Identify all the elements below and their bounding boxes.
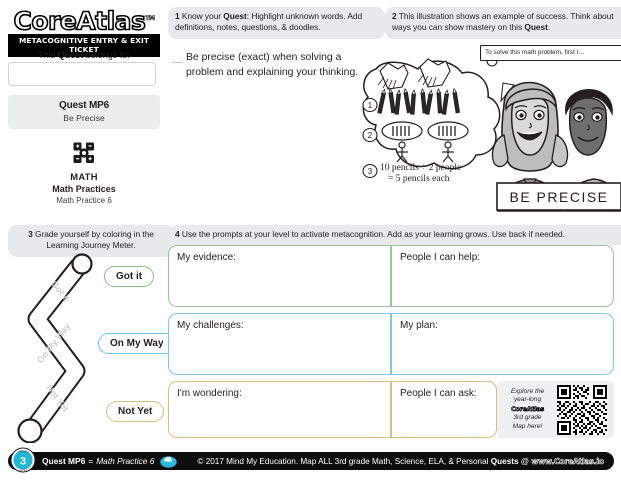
prompt-label-people-i-can-help: People I can help: [400,252,481,263]
prompt-row-evidence [168,245,614,307]
footer-url: www.CoreAtlas.io [531,456,604,466]
section-1-number: 1 [175,11,180,21]
footer-copyright [197,457,603,466]
footer-standard: Math Practice 6 [96,456,155,466]
page-footer [8,452,614,470]
logo-wordmark [8,6,160,36]
section-3-number: 3 [28,229,33,239]
speech-bubble-text: To solve this math problem, first I… [485,49,585,56]
learning-journey-meter[interactable] [6,253,111,443]
prompt-label-im-wondering: I'm wondering: [177,388,242,399]
grade-3-badge [10,447,36,473]
qr-line-2: year-long [513,396,542,404]
prompt-box-my-challenges[interactable] [168,313,391,375]
section-2-text-b: . [547,22,551,33]
section-1-instruction [168,7,385,39]
meter-pill-on-my-way[interactable]: On My Way [98,333,176,354]
quest-statement-text: Be precise (exact) when solving a problem and explaining your thinking. [186,52,359,78]
prompt-box-my-plan[interactable] [391,313,614,375]
meter-pill-not-yet[interactable]: Not Yet [106,401,164,422]
badge-bottom-text: LEVEL [18,468,28,472]
doodle-step-2-number: 2 [367,131,373,140]
prompt-label-my-evidence: My evidence: [177,252,236,263]
footer-quest-label: Quest MP6 [42,456,86,466]
footer-copyright-bold: Quests [490,456,519,466]
meter-pill-got-it[interactable]: Got it [104,266,154,287]
sign-text: BE PRECISE [509,189,609,205]
prompt-box-people-i-can-help[interactable] [391,245,614,307]
belongs-to-label [8,50,160,60]
badge-grade-number: 3 [19,455,27,468]
prompt-label-my-challenges: My challenges: [177,320,244,331]
meter-track-label-not-yet: Not Yet [44,382,71,414]
section-3-text: Grade yourself by coloring in the Learning Journey Meter. [34,229,154,251]
belongs-pre: This [38,50,58,60]
qr-line-1: Explore the [510,387,545,395]
doodle-equation-line2: = 5 pencils each [388,174,450,184]
footer-equals: = [88,456,94,466]
doodle-equation-line1: 10 pencils ÷ 2 people [380,163,462,173]
student-name-input[interactable] [8,62,156,86]
section-2-number: 2 [392,11,397,21]
section-4-instruction [168,225,621,245]
prompt-label-my-plan: My plan: [400,320,438,331]
quest-subtitle: Be Precise [63,113,105,123]
quest-title: Quest MP6 [59,100,109,111]
prompt-label-people-i-can-ask: People I can ask: [400,388,477,399]
section-4-number: 4 [175,229,180,239]
subject-block [8,142,160,205]
speech-bubble [480,45,621,61]
section-1-text-b: : Highlight unknown words. Add definitions, notes, questions, & doodles. [175,11,363,33]
logo-wordmark-text: CoreAtlas [13,6,146,36]
meter-track-label-got-it: Got it [49,278,72,304]
cloud-icon [160,454,177,468]
meter-track-label-on-my-way: On My Way [34,321,73,366]
badge-top-text: GRADE [18,449,28,454]
belongs-quest-word: Quest [57,50,84,60]
subject-standard: Math Practice 6 [56,196,112,205]
qr-line-4: Map here! [512,422,543,430]
logo-trademark: TM [145,15,155,22]
section-2-text-a: This illustration shows an example of success. Think about ways you can show mastery on this [392,11,614,33]
success-illustration [358,43,621,216]
prompt-box-im-wondering[interactable] [168,381,391,438]
section-1-connector [172,62,182,64]
logo-tagline: METACOGNITIVE ENTRY & EXIT TICKET [8,34,160,57]
qr-promo-panel[interactable] [497,381,614,438]
prompt-row-challenges [168,313,614,375]
math-grid-icon [73,142,95,164]
section-2-bold: Quest [524,22,548,33]
qr-line-3: 3rd grade [513,414,542,422]
footer-copyright-at: @ [518,456,532,466]
section-1-text-a: Know your [181,11,224,21]
prompt-box-people-i-can-ask[interactable] [391,381,497,438]
quest-card [8,95,160,129]
doodle-step-1-number: 1 [367,101,373,110]
qr-code-icon[interactable] [557,385,607,435]
belongs-post: belongs to: [83,50,130,60]
qr-brand: CoreAtlas [510,404,545,413]
subject-domain: Math Practices [52,184,116,194]
subject-name: MATH [70,171,98,182]
qr-promo-text [497,388,555,431]
footer-copyright-text: © 2017 Mind My Education. Map ALL 3rd grade Math, Science, ELA, & Personal [197,456,491,466]
prompt-box-my-evidence[interactable] [168,245,391,307]
section-4-text: Use the prompts at your level to activate metacognition. Add as your learning grows. Use back if needed. [181,229,565,239]
doodle-step-3-number: 3 [367,167,373,176]
section-1-bold: Quest [223,11,247,21]
illustration-art [358,43,621,216]
section-2-instruction [385,7,621,39]
prompt-row-wondering [168,381,497,438]
